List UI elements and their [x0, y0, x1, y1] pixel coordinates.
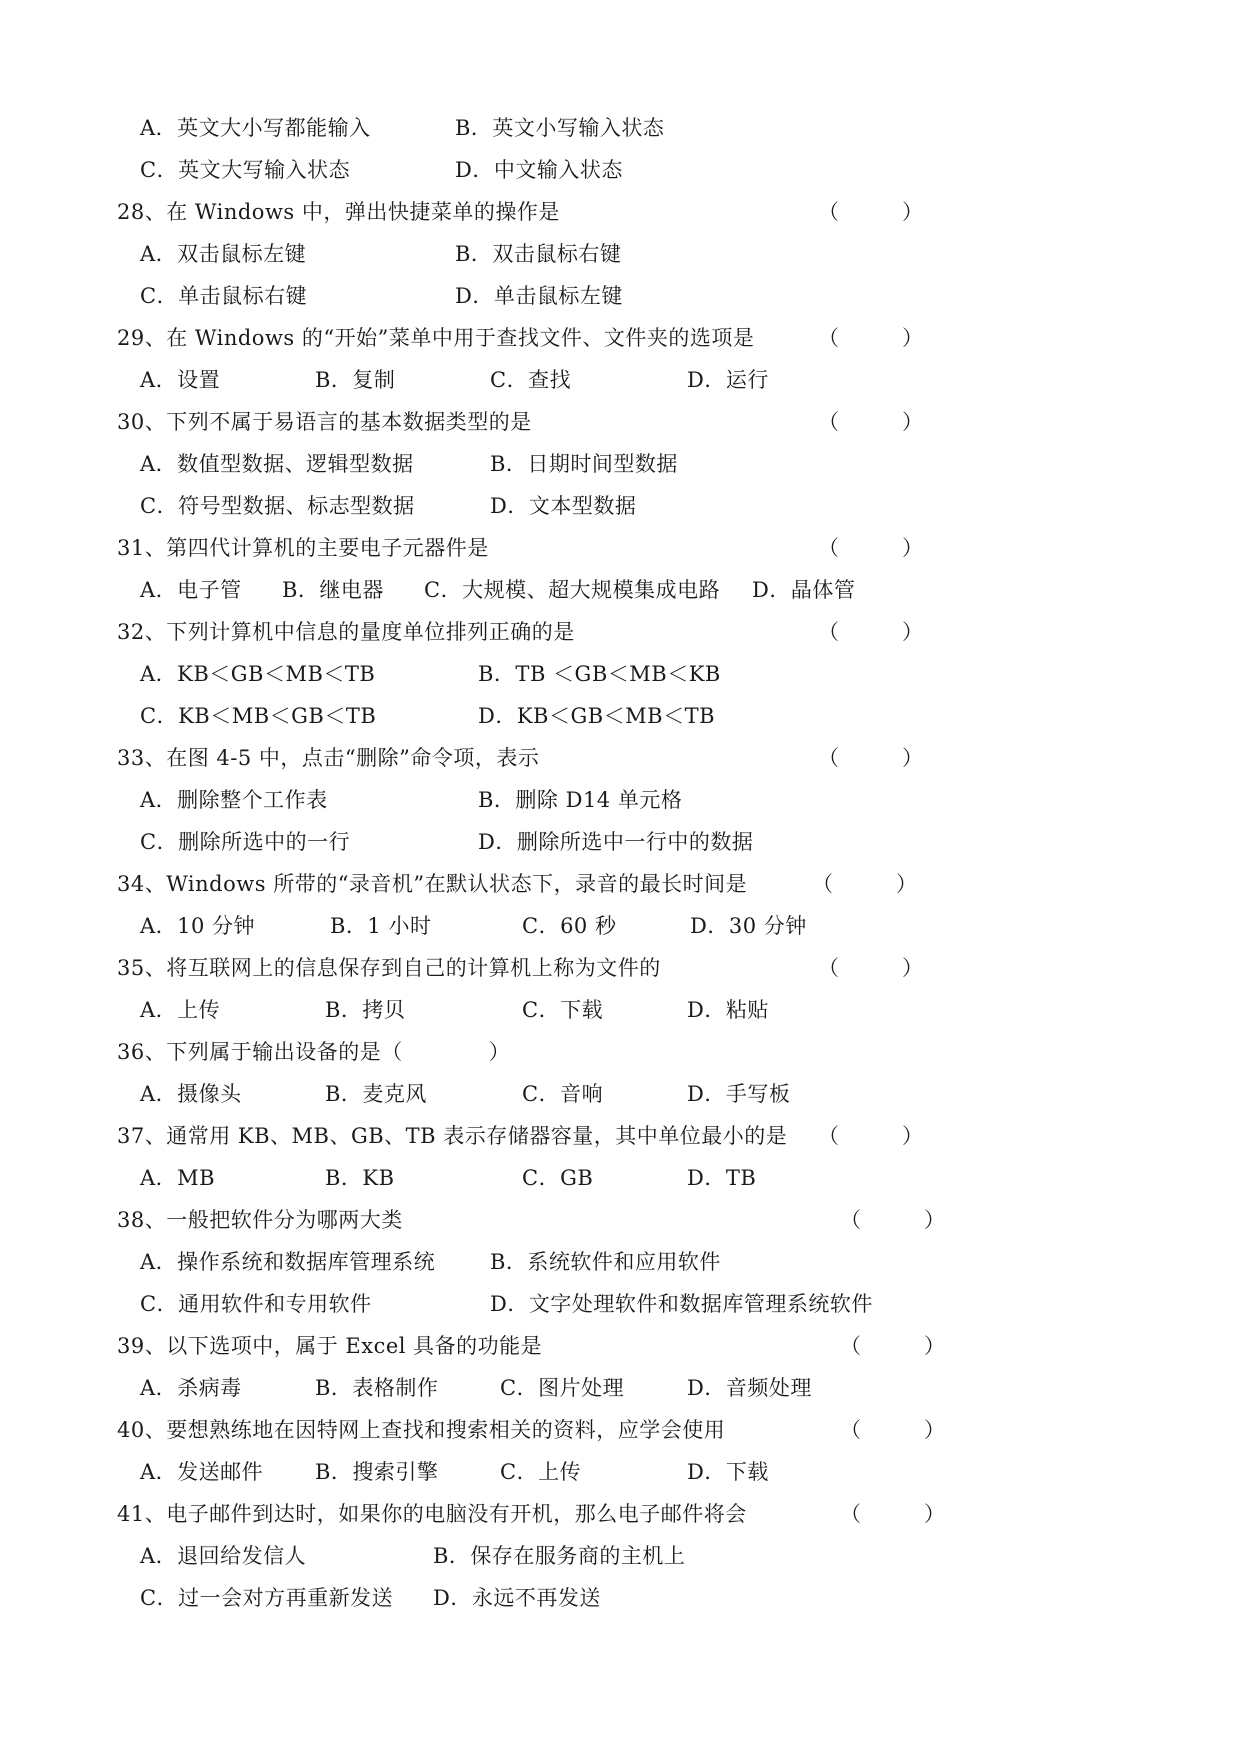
answer-blank: （ ） — [818, 200, 923, 224]
option-d: D．运行 — [687, 368, 769, 392]
option-d: D．删除所选中一行中的数据 — [478, 830, 754, 854]
question-39-stem: 39、以下选项中，属于 Excel 具备的功能是 — [117, 1334, 543, 1358]
option-c: C．GB — [522, 1166, 594, 1190]
option-a: A．设置 — [140, 368, 221, 392]
option-d: D．文本型数据 — [490, 494, 637, 518]
option-c: C．英文大写输入状态 — [140, 158, 351, 182]
question-41-stem: 41、电子邮件到达时，如果你的电脑没有开机，那么电子邮件将会 — [117, 1502, 747, 1526]
answer-blank: （ ） — [818, 746, 923, 770]
option-d: D．KB＜GB＜MB＜TB — [478, 704, 716, 728]
option-a: A．上传 — [140, 998, 221, 1022]
option-b: B．系统软件和应用软件 — [490, 1250, 721, 1274]
answer-blank: （ ） — [840, 1208, 945, 1232]
option-d: D．永远不再发送 — [433, 1586, 601, 1610]
option-d: D．TB — [687, 1166, 757, 1190]
option-c: C．图片处理 — [500, 1376, 625, 1400]
option-a: A．退回给发信人 — [140, 1544, 307, 1568]
option-c: C．60 秒 — [522, 914, 617, 938]
answer-blank: （ ） — [812, 872, 917, 896]
option-a: A．KB＜GB＜MB＜TB — [140, 662, 376, 686]
option-a: A．电子管 — [140, 578, 242, 602]
option-a: A．英文大小写都能输入 — [140, 116, 371, 140]
option-c: C．音响 — [522, 1082, 604, 1106]
option-a: A．发送邮件 — [140, 1460, 264, 1484]
option-d: D．中文输入状态 — [455, 158, 623, 182]
option-d: D．粘贴 — [687, 998, 769, 1022]
question-40-stem: 40、要想熟练地在因特网上查找和搜索相关的资料，应学会使用 — [117, 1418, 726, 1442]
option-b: B．1 小时 — [330, 914, 432, 938]
option-c: C．过一会对方再重新发送 — [140, 1586, 394, 1610]
answer-blank: （ ） — [818, 620, 923, 644]
option-a: A．MB — [140, 1166, 216, 1190]
option-d: D．单击鼠标左键 — [455, 284, 623, 308]
option-d: D．手写板 — [687, 1082, 791, 1106]
answer-blank: （ ） — [840, 1418, 945, 1442]
question-33-stem: 33、在图 4-5 中，点击“删除”命令项，表示 — [117, 746, 540, 770]
option-b: B．删除 D14 单元格 — [478, 788, 683, 812]
option-b: B．TB ＜GB＜MB＜KB — [478, 662, 721, 686]
option-b: B．英文小写输入状态 — [455, 116, 665, 140]
option-b: B．日期时间型数据 — [490, 452, 678, 476]
option-c: C．下载 — [522, 998, 604, 1022]
option-c: C．KB＜MB＜GB＜TB — [140, 704, 377, 728]
question-34-stem: 34、Windows 所带的“录音机”在默认状态下，录音的最长时间是 — [117, 872, 748, 896]
answer-blank: （ ） — [818, 410, 923, 434]
question-28-stem: 28、在 Windows 中，弹出快捷菜单的操作是 — [117, 200, 560, 224]
option-a: A．双击鼠标左键 — [140, 242, 307, 266]
option-a: A．10 分钟 — [140, 914, 256, 938]
option-a: A．操作系统和数据库管理系统 — [140, 1250, 436, 1274]
answer-blank: （ ） — [818, 536, 923, 560]
question-30-stem: 30、下列不属于易语言的基本数据类型的是 — [117, 410, 532, 434]
question-29-stem: 29、在 Windows 的“开始”菜单中用于查找文件、文件夹的选项是 — [117, 326, 755, 350]
option-b: B．拷贝 — [325, 998, 406, 1022]
question-36-stem: 36、下列属于输出设备的是（ ） — [117, 1040, 511, 1064]
question-38-stem: 38、一般把软件分为哪两大类 — [117, 1208, 403, 1232]
option-b: B．KB — [325, 1166, 395, 1190]
answer-blank: （ ） — [840, 1334, 945, 1358]
answer-blank: （ ） — [840, 1502, 945, 1526]
option-a: A．数值型数据、逻辑型数据 — [140, 452, 414, 476]
answer-blank: （ ） — [818, 956, 923, 980]
option-c: C．上传 — [500, 1460, 582, 1484]
option-b: B．双击鼠标右键 — [455, 242, 622, 266]
option-d: D．晶体管 — [752, 578, 856, 602]
option-c: C．查找 — [490, 368, 572, 392]
question-37-stem: 37、通常用 KB、MB、GB、TB 表示存储器容量，其中单位最小的是 — [117, 1124, 788, 1148]
question-32-stem: 32、下列计算机中信息的量度单位排列正确的是 — [117, 620, 575, 644]
option-c: C．通用软件和专用软件 — [140, 1292, 372, 1316]
option-b: B．麦克风 — [325, 1082, 427, 1106]
answer-blank: （ ） — [818, 326, 923, 350]
option-a: A．摄像头 — [140, 1082, 242, 1106]
question-35-stem: 35、将互联网上的信息保存到自己的计算机上称为文件的 — [117, 956, 661, 980]
option-b: B．表格制作 — [315, 1376, 439, 1400]
option-c: C．单击鼠标右键 — [140, 284, 308, 308]
option-d: D．30 分钟 — [690, 914, 807, 938]
option-d: D．下载 — [687, 1460, 769, 1484]
option-a: A．删除整个工作表 — [140, 788, 328, 812]
option-c: C．删除所选中的一行 — [140, 830, 351, 854]
answer-blank: （ ） — [818, 1124, 923, 1148]
option-b: B．复制 — [315, 368, 396, 392]
option-d: D．音频处理 — [687, 1376, 812, 1400]
option-b: B．搜索引擎 — [315, 1460, 439, 1484]
question-31-stem: 31、第四代计算机的主要电子元器件是 — [117, 536, 489, 560]
option-a: A．杀病毒 — [140, 1376, 242, 1400]
option-c: C．符号型数据、标志型数据 — [140, 494, 415, 518]
option-d: D．文字处理软件和数据库管理系统软件 — [490, 1292, 873, 1316]
option-b: B．保存在服务商的主机上 — [433, 1544, 686, 1568]
option-c: C．大规模、超大规模集成电路 — [424, 578, 721, 602]
option-b: B．继电器 — [282, 578, 384, 602]
